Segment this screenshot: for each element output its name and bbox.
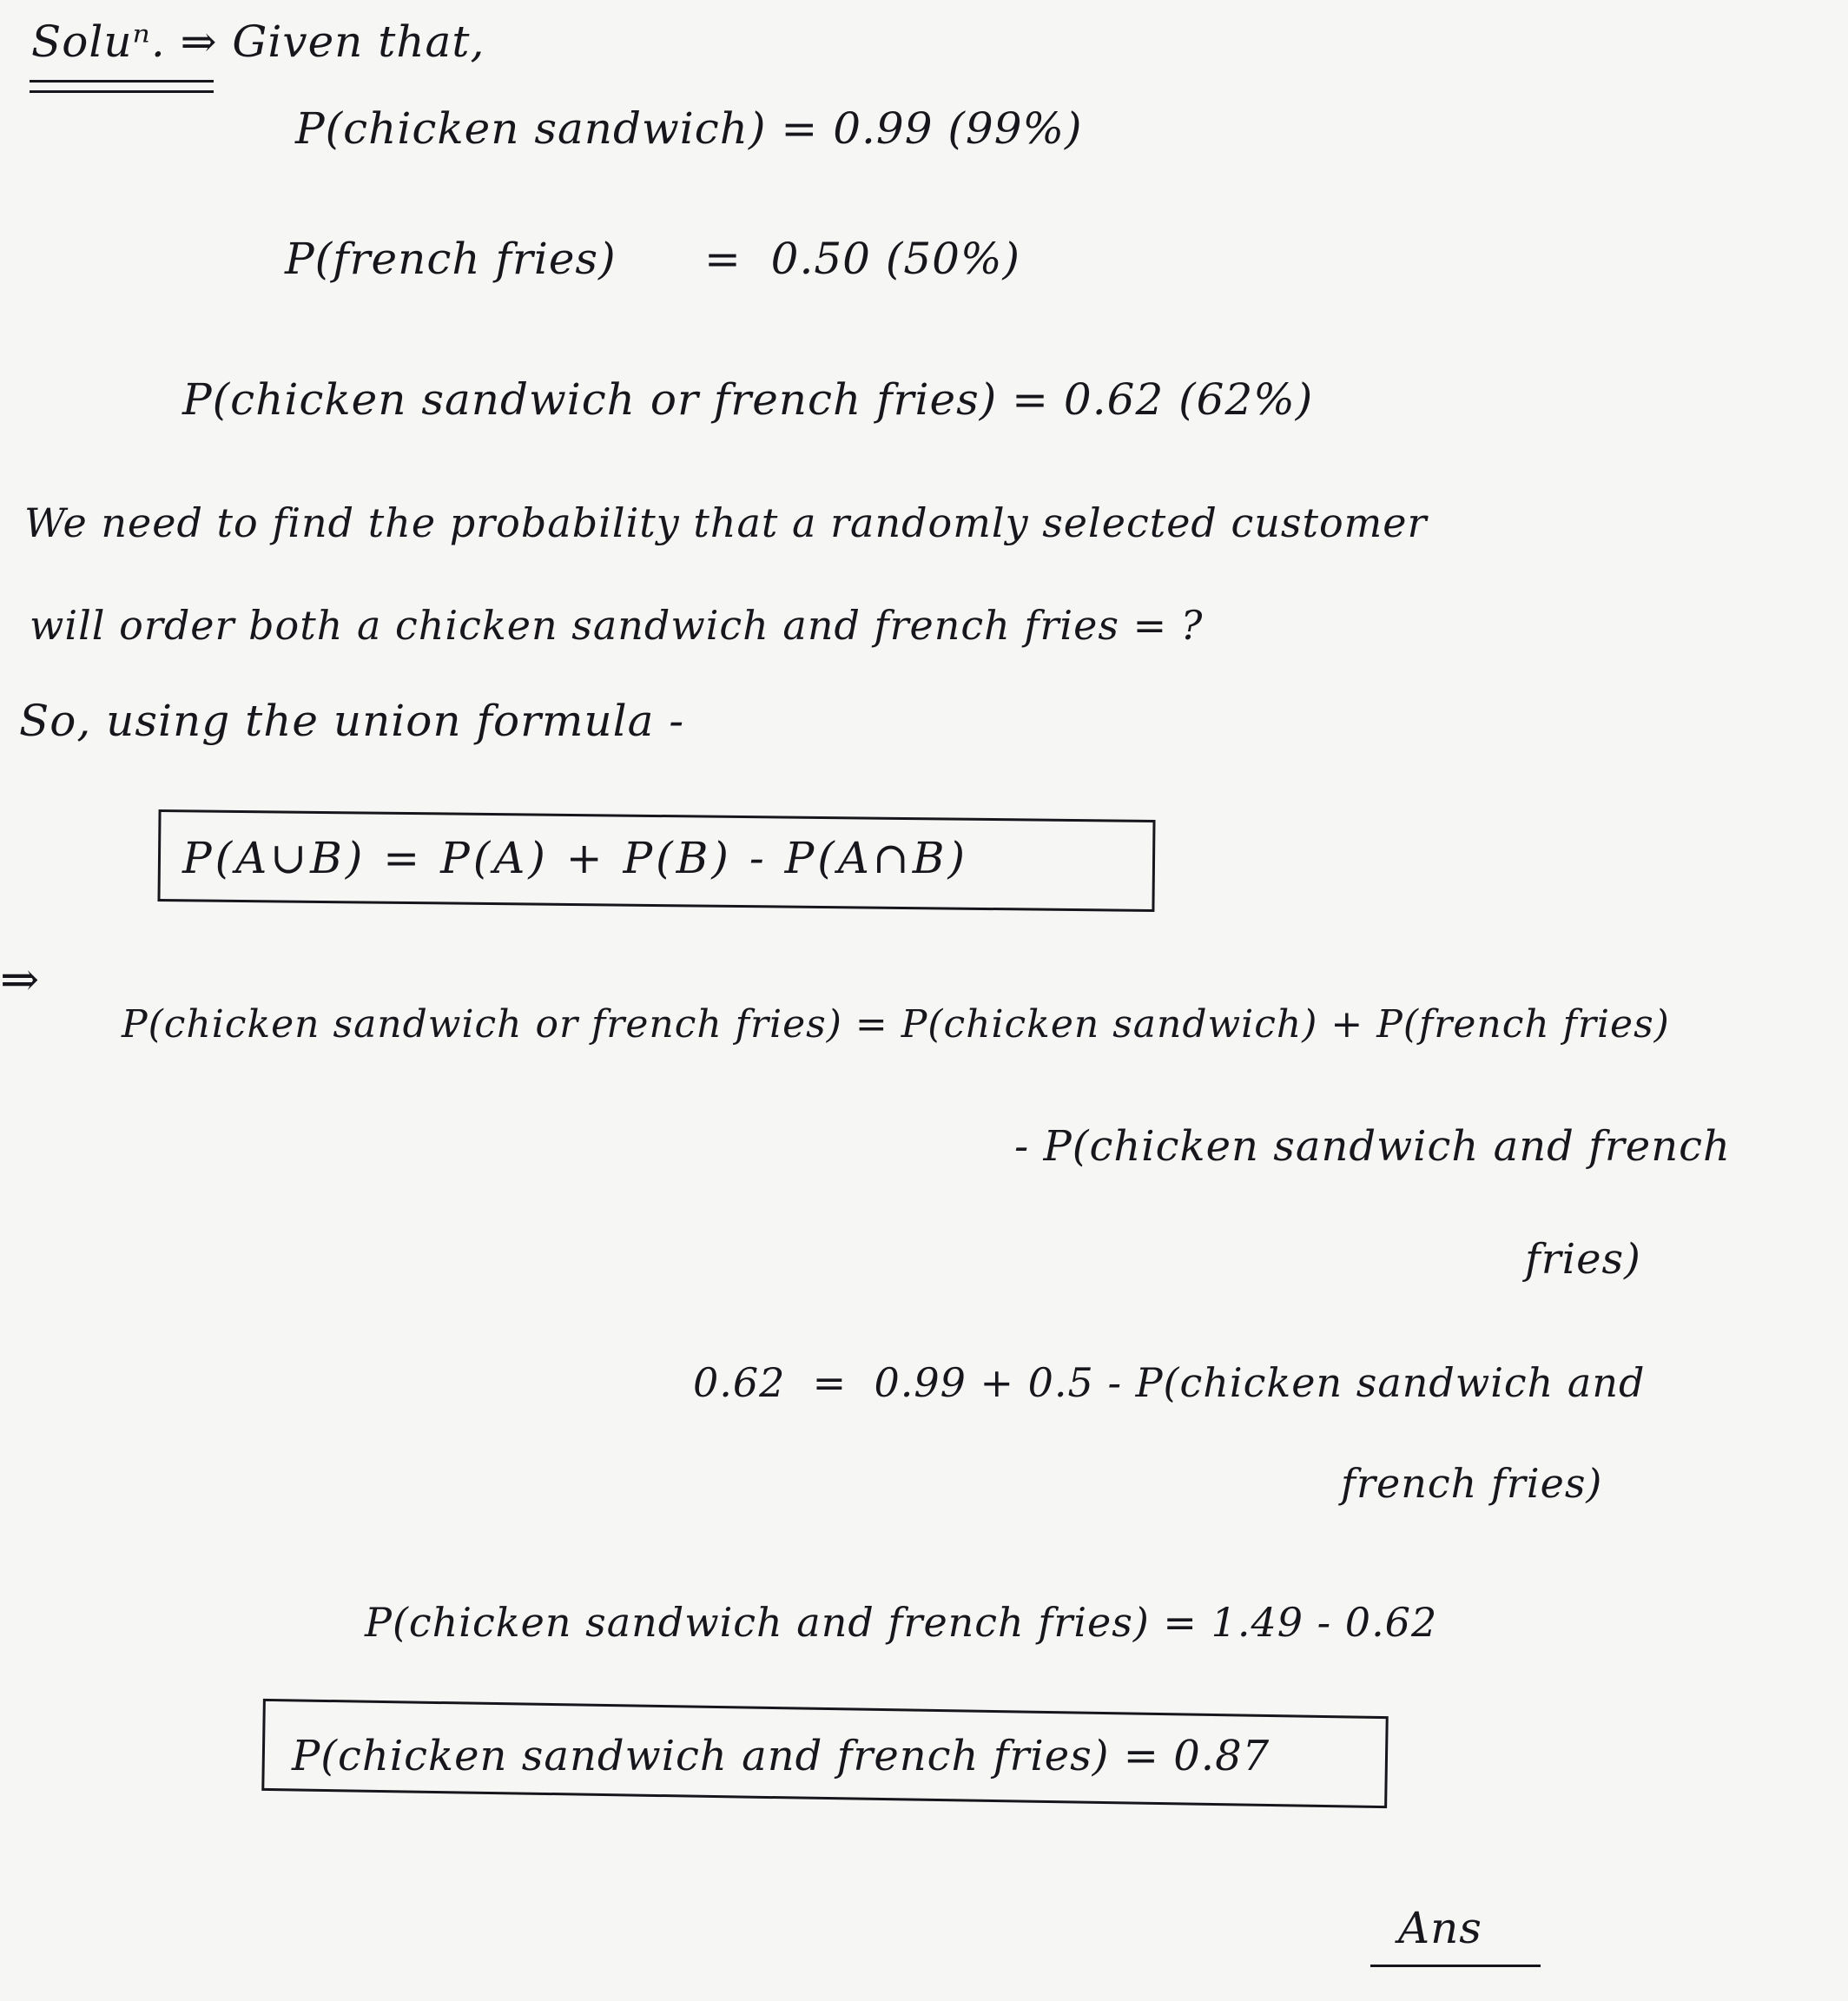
- given-french-fries: P(french fries) = 0.50 (50%): [285, 234, 1021, 284]
- heading-underline: [30, 90, 214, 93]
- problem-line-2: will order both a chicken sandwich and french fries = ?: [30, 602, 1204, 649]
- given-union: P(chicken sandwich or french fries) = 0.62 (62%): [182, 374, 1314, 425]
- ans-label: Ans: [1398, 1903, 1482, 1953]
- step-1-line-1: P(chicken sandwich or french fries) = P(chicken sandwich) + P(french fries): [122, 1002, 1670, 1047]
- step-2-line-2: french fries): [1341, 1460, 1603, 1507]
- union-formula: P(A∪B) = P(A) + P(B) - P(A∩B): [182, 833, 969, 883]
- step-1-line-2: - P(chicken sandwich and french: [1014, 1122, 1731, 1171]
- final-answer: P(chicken sandwich and french fries) = 0.87: [292, 1732, 1270, 1780]
- implies-arrow: ⇒: [0, 952, 41, 1007]
- problem-line-1: We need to find the probability that a randomly selected customer: [24, 499, 1428, 546]
- given-chicken-sandwich: P(chicken sandwich) = 0.99 (99%): [295, 103, 1083, 154]
- heading-underline: [30, 80, 214, 83]
- step-3: P(chicken sandwich and french fries) = 1.49 - 0.62: [365, 1599, 1438, 1646]
- ans-underline: [1370, 1965, 1541, 1967]
- problem-line-3: So, using the union formula -: [19, 696, 685, 746]
- step-2-line-1: 0.62 = 0.99 + 0.5 - P(chicken sandwich and: [693, 1359, 1646, 1406]
- step-1-line-3: fries): [1525, 1235, 1641, 1284]
- solution-heading: Soluⁿ. ⇒ Given that,: [31, 17, 485, 67]
